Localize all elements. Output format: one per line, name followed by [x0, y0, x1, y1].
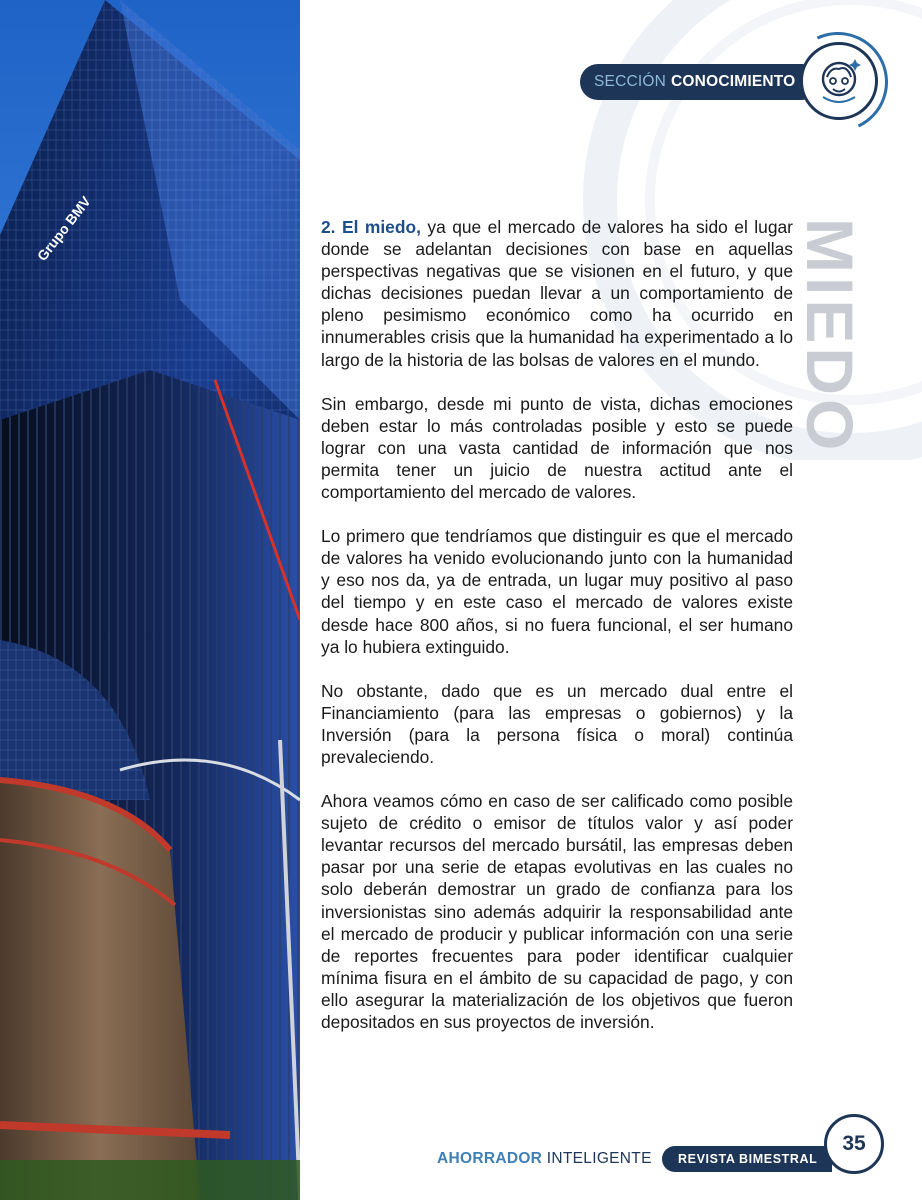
paragraph-1	[321, 216, 793, 371]
edition-label: REVISTA BIMESTRAL	[662, 1146, 832, 1172]
section-name: CONOCIMIENTO	[671, 73, 796, 90]
side-title: MIEDO	[793, 218, 867, 455]
paragraph-2: Sin embargo, desde mi punto de vista, dichas emociones deben estar lo más controladas posible y esto se puede lograr con una vasta cantidad de información que nos permita tener un juicio de nuestra actitud ante el comportamiento del mercado de valores.	[321, 393, 793, 503]
brand-strong: AHORRADOR	[437, 1150, 543, 1167]
section-label	[580, 64, 820, 100]
lead-heading: 2. El miedo,	[321, 217, 421, 237]
section-prefix: SECCIÓN	[594, 73, 667, 90]
svg-text:Grupo BMV: Grupo BMV	[33, 193, 94, 264]
magazine-brand	[437, 1150, 652, 1172]
paragraph-4: No obstante, dado que es un mercado dual entre el Financiamiento (para las empresas o gobiernos) y la Inversión (para la persona física o moral) continúa prevaleciendo.	[321, 680, 793, 767]
paragraph-text: ya que el mercado de valores ha sido el lugar donde se adelantan decisiones con base en aquellas perspectivas negativas que se visionen en el futuro, y que dichas decisiones puedan llevar a un comportamiento de pleno pesimismo económico como ha ocurrido en innumerables crisis que la humanidad ha experimentado a lo largo de la historia de las bolsas de valores en el mundo.	[321, 217, 793, 370]
paragraph-3: Lo primero que tendríamos que distinguir es que el mercado de valores ha venido evolucionando junto con la humanidad y eso nos da, ya de entrada, un lugar muy positivo al paso del tiempo y en este caso el mercado de valores existe desde hace 800 años, si no fuera funcional, el ser humano ya lo hubiera extinguido.	[321, 526, 793, 657]
paragraph-5: Ahora veamos cómo en caso de ser calificado como posible sujeto de crédito o emisor de títulos valor y así poder levantar recursos del mercado bursátil, las empresas deben pasar por una serie de etapas evolutivas en las cuales no solo deberán demostrar un grado de confianza para los inversionistas sino además adquirir la responsabilidad ante el mercado de producir y publicar información con una serie de reportes frecuentes para poder identificar cualquier mínima fisura en el ámbito de su capacidad de pago, y con ello asegurar la materialización de los objetivos que fueron depositados en sus proyectos de inversión.	[321, 791, 793, 1032]
page-number: 35	[824, 1114, 884, 1174]
building-photo	[0, 0, 300, 1200]
building-illustration	[0, 0, 300, 1200]
article-body	[321, 216, 793, 1055]
brain-mascot-icon	[800, 42, 878, 120]
brand-rest: INTELIGENTE	[546, 1150, 652, 1167]
